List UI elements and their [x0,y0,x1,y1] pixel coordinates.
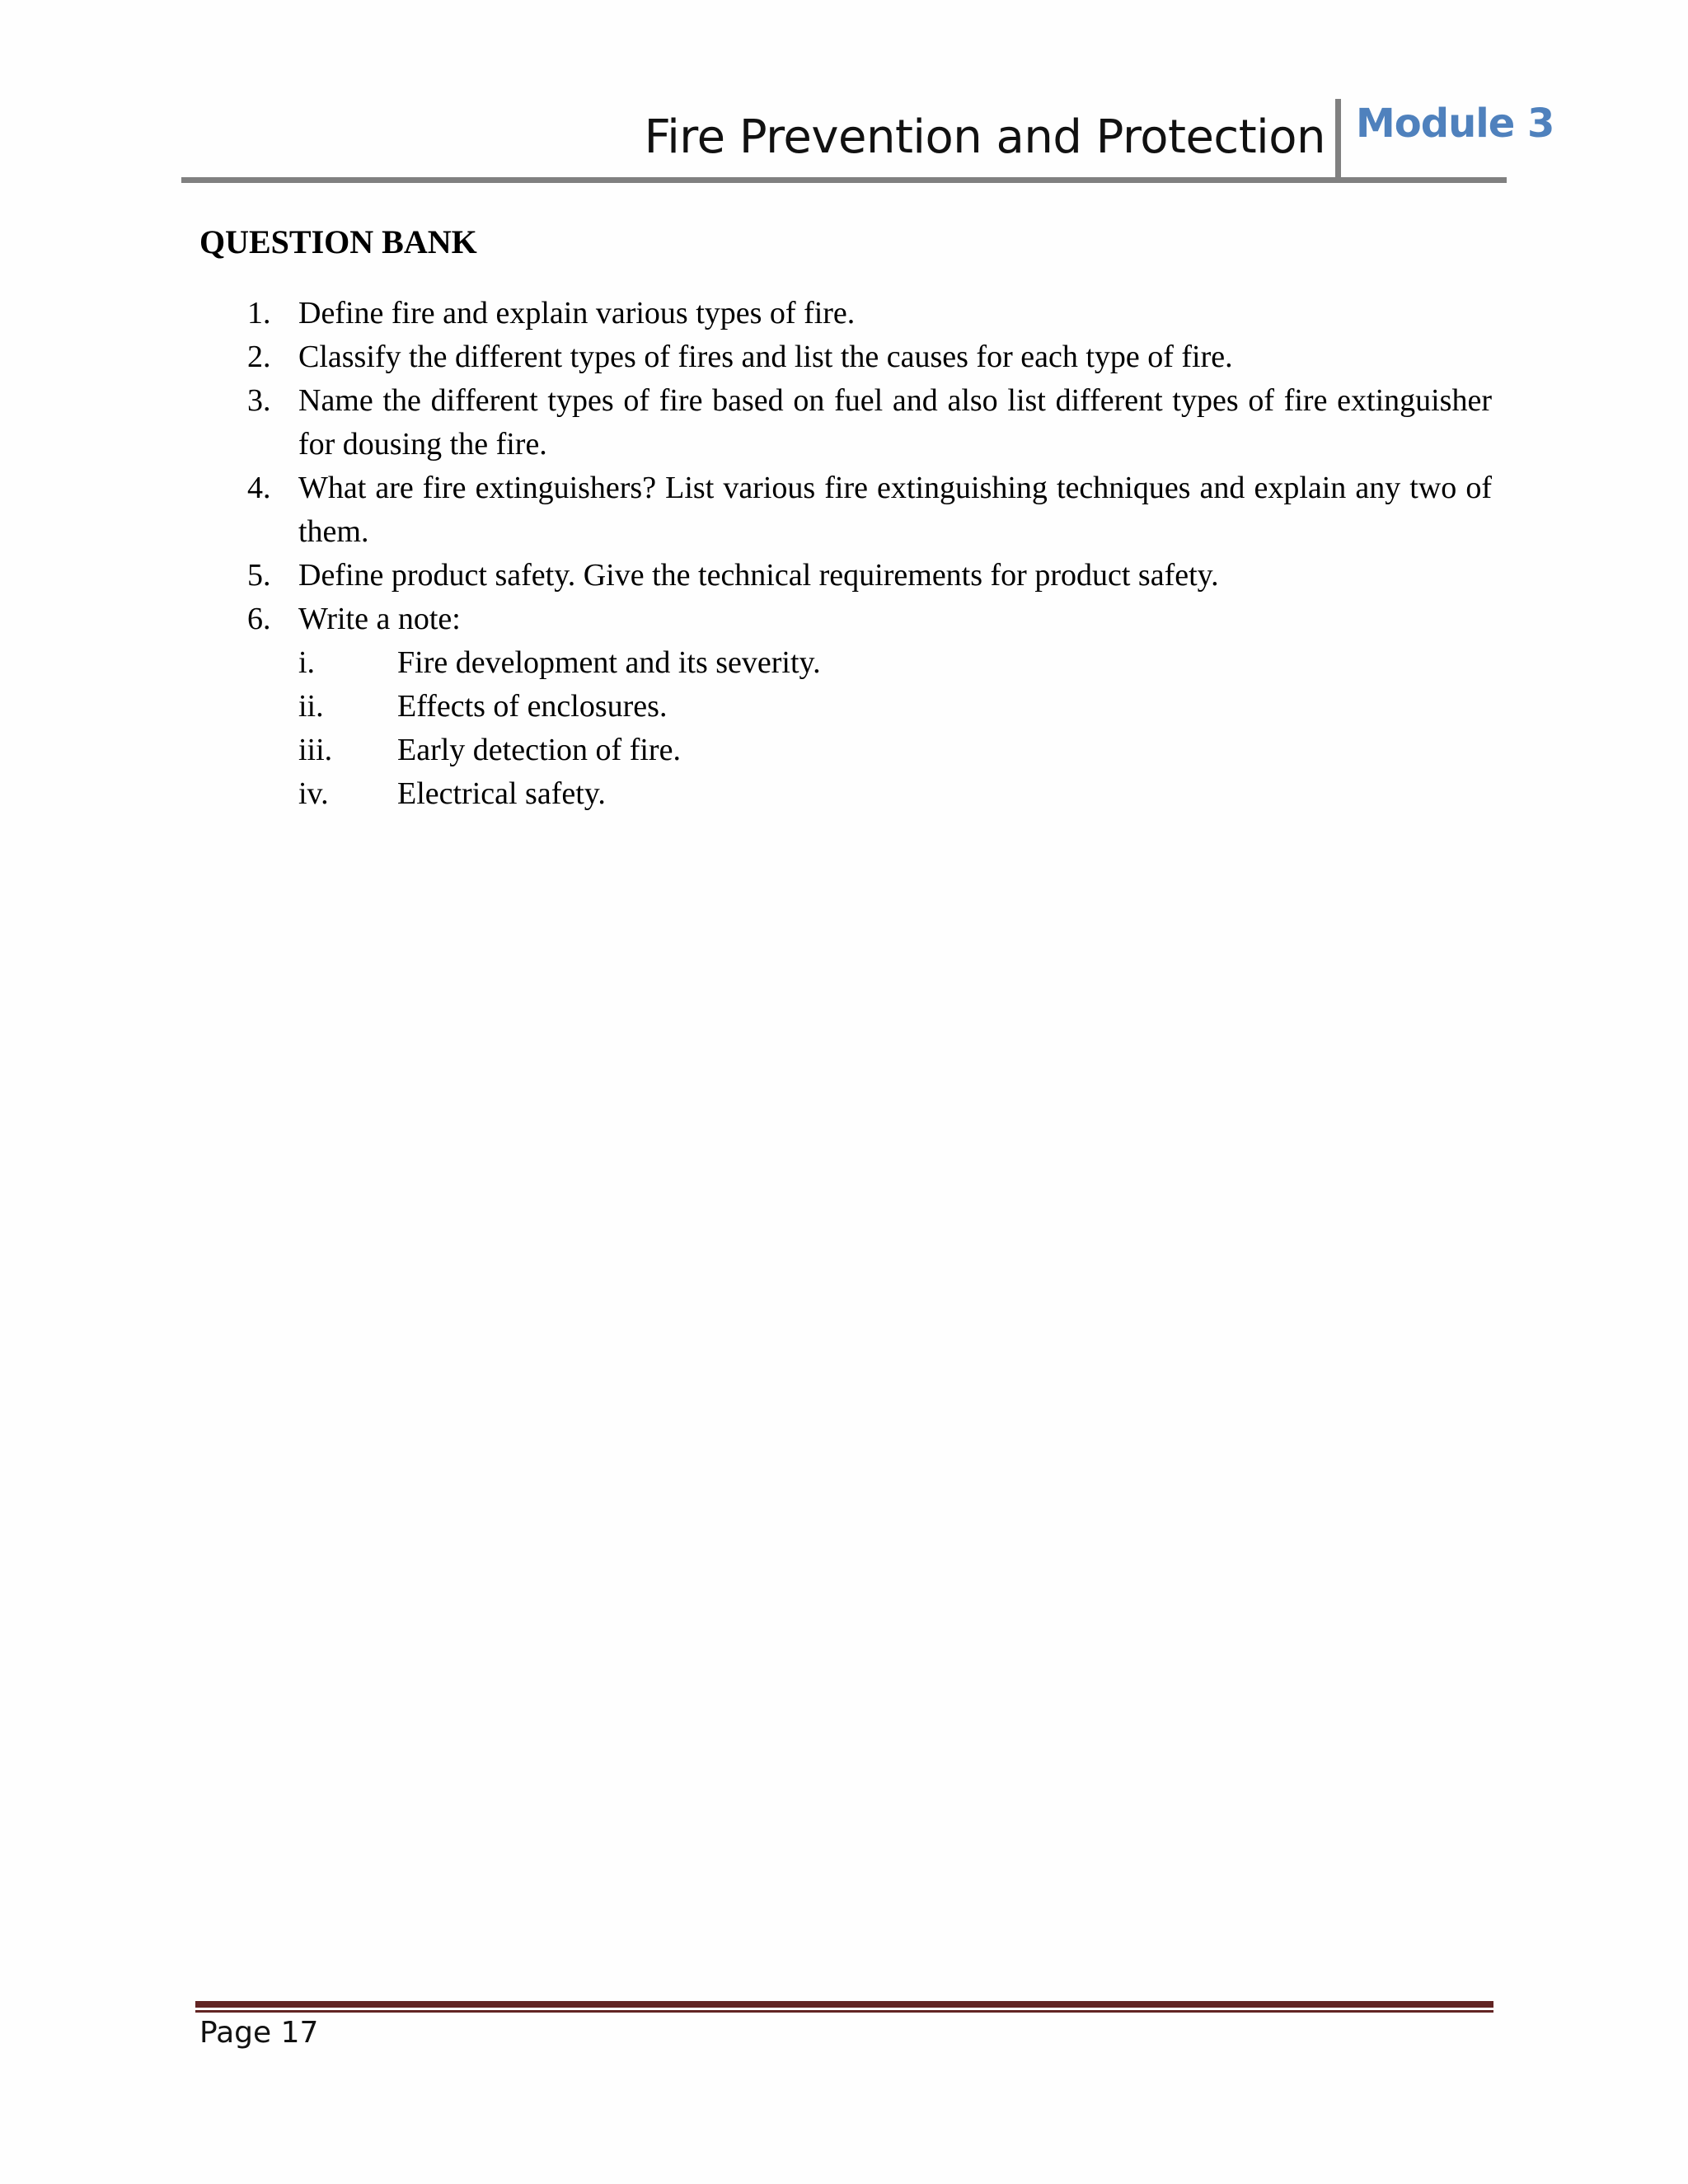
footer-page-number: Page 17 [199,2016,319,2050]
sub-question-number: iii. [298,733,333,767]
sub-question-list [298,641,1492,816]
sub-question-text: Early detection of fire. [397,733,681,767]
question-item [247,292,1492,335]
question-item [247,466,1492,554]
question-text: Define product safety. Give the technical requirements for product safety. [298,558,1219,593]
sub-question-number: ii. [298,689,324,724]
header-module-label: Module 3 [1356,101,1554,147]
question-text: Name the different types of fire based on fuel and also list different types of fire extinguisher for dousing the fire. [298,383,1492,462]
footer-rule-thick [195,2001,1493,2008]
sub-question-text: Electrical safety. [397,776,606,811]
sub-question-number: i. [298,645,316,680]
question-number: 6. [247,602,271,636]
sub-question-item [298,641,1492,685]
sub-question-number: iv. [298,776,329,811]
question-number: 3. [247,383,271,418]
header-rule [181,177,1507,183]
question-text: Define fire and explain various types of fire. [298,296,856,330]
sub-question-text: Effects of enclosures. [397,689,668,724]
header-title: Fire Prevention and Protection [644,110,1325,164]
question-number: 5. [247,558,271,593]
question-number: 1. [247,296,271,330]
sub-question-text: Fire development and its severity. [397,645,821,680]
question-list [247,292,1492,816]
question-text: Classify the different types of fires and list the causes for each type of fire. [298,340,1233,374]
sub-question-item [298,685,1492,729]
footer-rule-thin [195,2010,1493,2013]
section-heading: QUESTION BANK [199,223,477,260]
question-item [247,598,1492,816]
question-text: What are fire extinguishers? List various fire extinguishing techniques and explain any two of them. [298,471,1492,549]
question-item [247,335,1492,379]
question-item [247,554,1492,598]
question-text: Write a note: [298,602,461,636]
question-number: 2. [247,340,271,374]
sub-question-item [298,729,1492,772]
question-item [247,379,1492,466]
header-vertical-divider [1335,99,1341,180]
question-number: 4. [247,471,271,505]
sub-question-item [298,772,1492,816]
